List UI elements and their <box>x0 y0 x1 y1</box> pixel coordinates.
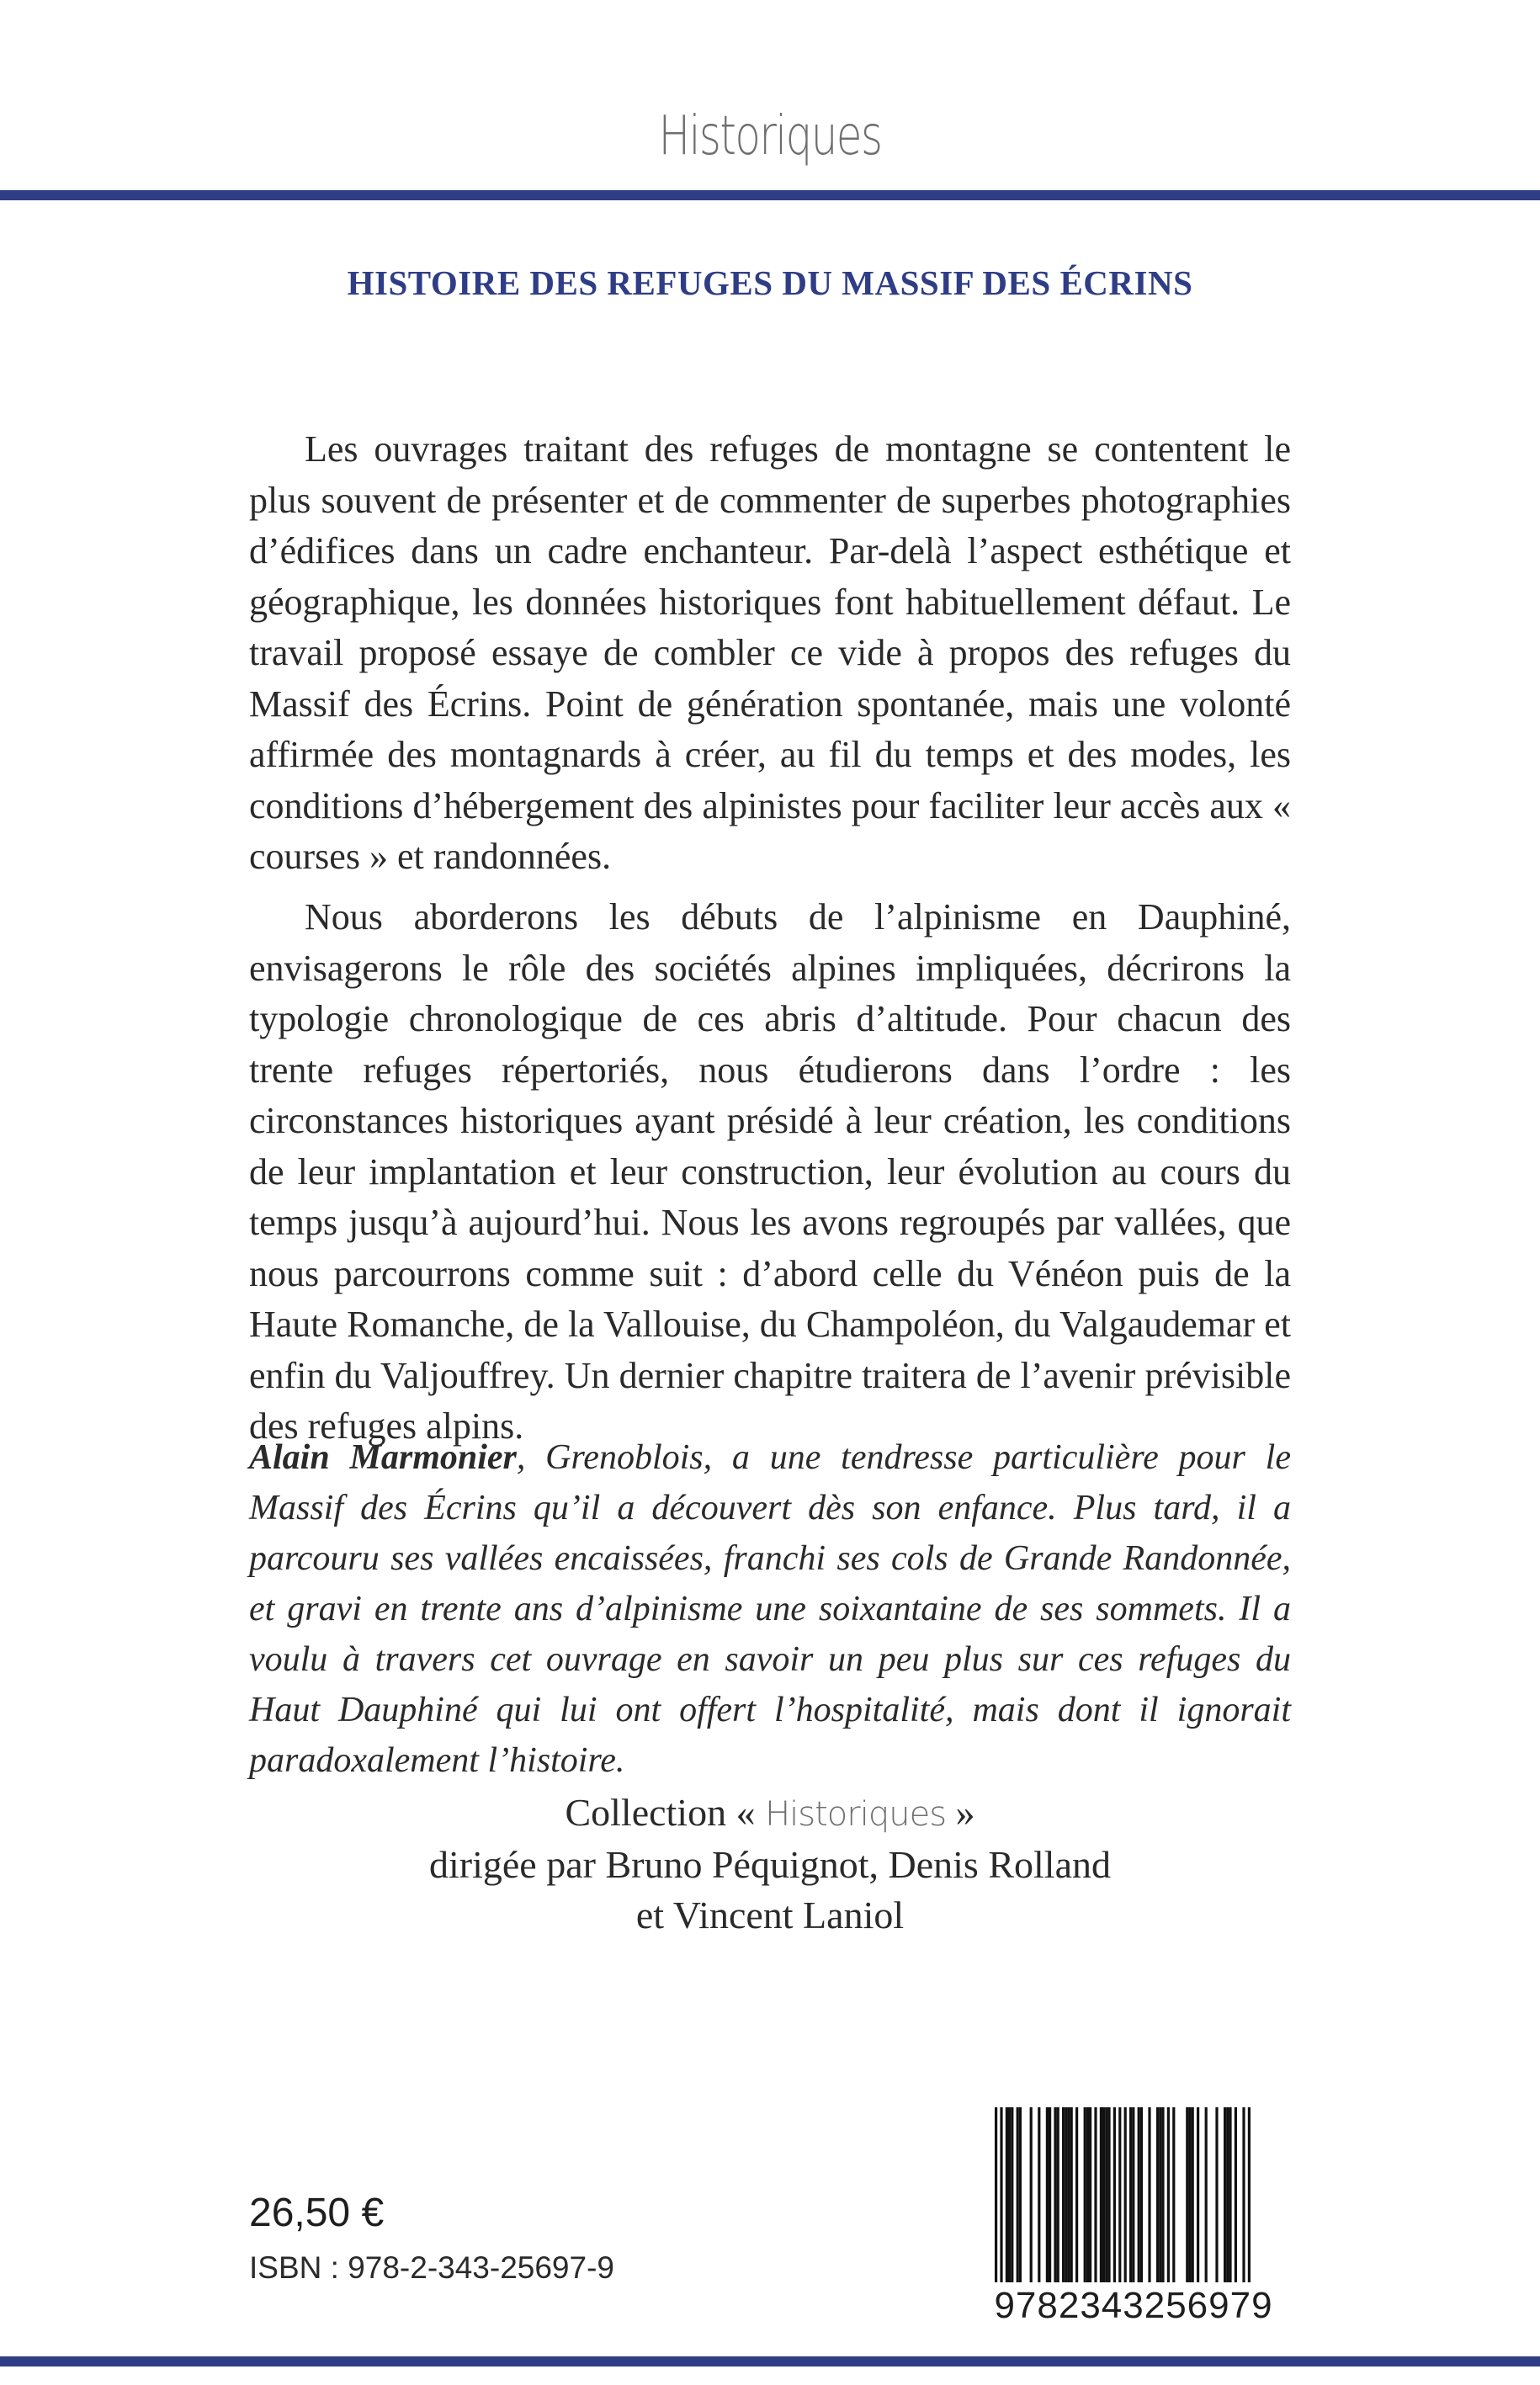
collection-info <box>0 1787 1540 1941</box>
barcode-bar <box>1248 2107 1251 2301</box>
barcode-bar <box>1107 2107 1110 2284</box>
barcode-bar <box>1038 2107 1040 2284</box>
barcode-bar <box>1030 2107 1033 2284</box>
collection-line-3: et Vincent Laniol <box>635 1894 905 1936</box>
barcode-bar <box>1235 2107 1237 2284</box>
barcode-bar <box>1011 2107 1013 2284</box>
barcode-bar <box>1224 2107 1226 2284</box>
barcode-bar <box>1172 2107 1175 2284</box>
barcode-bar <box>1089 2107 1091 2284</box>
collection-line-2: dirigée par Bruno Péquignot, Denis Rolland <box>429 1843 1111 1886</box>
barcode-bar <box>1118 2107 1121 2301</box>
barcode-bar <box>1008 2107 1011 2284</box>
barcode-digits: 9782343256979 <box>976 2282 1291 2329</box>
barcode-bar <box>1084 2107 1086 2284</box>
barcode-bar <box>1102 2107 1105 2284</box>
barcode-bar <box>1054 2107 1056 2284</box>
barcode-bar <box>1167 2107 1170 2284</box>
barcode-bar <box>1197 2107 1199 2284</box>
author-name: Alain Marmonier <box>249 1438 517 1477</box>
barcode-bar <box>1017 2107 1019 2284</box>
barcode-bar <box>1161 2107 1164 2284</box>
barcode-bar <box>1019 2107 1022 2284</box>
collection-line-1 <box>0 1787 1540 1840</box>
barcode-bar <box>1205 2107 1208 2284</box>
barcode-bar <box>1070 2107 1073 2284</box>
barcode-bar <box>1159 2107 1161 2284</box>
barcode-bar <box>1062 2107 1065 2284</box>
barcode-bar <box>1094 2107 1097 2284</box>
barcode-bar <box>1138 2107 1140 2284</box>
collection-logo: Historiques <box>658 105 882 167</box>
barcode-bar <box>1046 2107 1049 2284</box>
book-title: HISTOIRE DES REFUGES DU MASSIF DES ÉCRINS <box>347 263 1193 302</box>
barcode-bar <box>1229 2107 1231 2284</box>
barcode-bar <box>1156 2107 1159 2284</box>
barcode-bar <box>1148 2107 1150 2284</box>
barcode-bar <box>1226 2107 1229 2284</box>
barcode-bar <box>1006 2107 1008 2284</box>
barcode-bar <box>1086 2107 1089 2284</box>
barcode-bar <box>1215 2107 1218 2284</box>
barcode-bar <box>1067 2107 1070 2284</box>
collection-inline-logo: Historiques <box>765 1795 947 1834</box>
barcode-bar <box>1065 2107 1067 2284</box>
collection-prefix: Collection « <box>565 1791 756 1834</box>
barcode <box>976 2107 1291 2333</box>
barcode-bar <box>1113 2107 1116 2284</box>
top-rule <box>0 190 1540 200</box>
barcode-bar <box>1140 2107 1143 2284</box>
bottom-rule <box>0 2356 1540 2366</box>
barcode-bar <box>1100 2107 1102 2284</box>
author-bio-text: , Grenoblois, a une tendresse particulière pour le Massif des Écrins qu’il a découvert dès son enfance. Plus tard, il a parcouru ses vallées encaissées, franchi ses cols de Grande Randonnée, et gravi en trente ans d’alpinisme une soixantaine de ses sommets. Il a voulu à travers cet ouvrage en savoir un peu plus sur ces refuges du Haut Dauphiné qui lui ont offert l’hospitalité, mais dont il ignorait paradoxalement l’histoire. <box>249 1438 1291 1780</box>
barcode-bar <box>1000 2107 1002 2301</box>
barcode-bar <box>1105 2107 1107 2284</box>
collection-suffix: » <box>955 1791 975 1834</box>
barcode-bar <box>1242 2107 1245 2301</box>
barcode-bar <box>1132 2107 1134 2284</box>
barcode-bar <box>1129 2107 1132 2284</box>
barcode-bar <box>1057 2107 1059 2284</box>
barcode-bar <box>1192 2107 1194 2284</box>
barcode-bar <box>1186 2107 1188 2284</box>
barcode-bar <box>1188 2107 1191 2284</box>
summary-paragraph-2: Nous aborderons les débuts de l’alpinisme en Dauphiné, envisagerons le rôle des sociétés alpines impliquées, décrirons la typologie chronologique de ces abris d’altitude. Pour chacun des trente refuges répertoriés, nous étudierons dans l’ordre : les circonstances historiques ayant présidé à leur création, les conditions de leur implantation et leur construction, leur évolution au cours du temps jusqu’à aujourd’hui. Nous les avons regroupés par vallées, que nous parcourrons comme suit : d’abord celle du Vénéon puis de la Haute Romanche, de la Vallouise, du Champoléon, du Valgaudemar et enfin du Valjouffrey. Un dernier chapitre traitera de l’avenir prévisible des refuges alpins. <box>249 896 1291 1447</box>
barcode-bar <box>1049 2107 1051 2284</box>
barcode-bar <box>1124 2107 1127 2301</box>
isbn: ISBN : 978-2-343-25697-9 <box>249 2250 614 2285</box>
price: 26,50 € <box>249 2191 385 2235</box>
summary-paragraph-1: Les ouvrages traitant des refuges de montagne se contentent le plus souvent de présenter et de commenter de superbes photographies d’édifices dans un cadre enchanteur. Par-delà l’aspect esthétique et géographique, les données historiques font habituellement défaut. Le travail proposé essaye de combler ce vide à propos des refuges du Massif des Écrins. Point de génération spontanée, mais une volonté affirmée des montagnards à créer, au fil du temps et des modes, les conditions d’hébergement des alpinistes pour faciliter leur accès aux « courses » et randonnées. <box>249 428 1291 877</box>
author-bio <box>249 1432 1291 1786</box>
barcode-bar <box>1075 2107 1078 2284</box>
barcode-bar <box>995 2107 997 2301</box>
